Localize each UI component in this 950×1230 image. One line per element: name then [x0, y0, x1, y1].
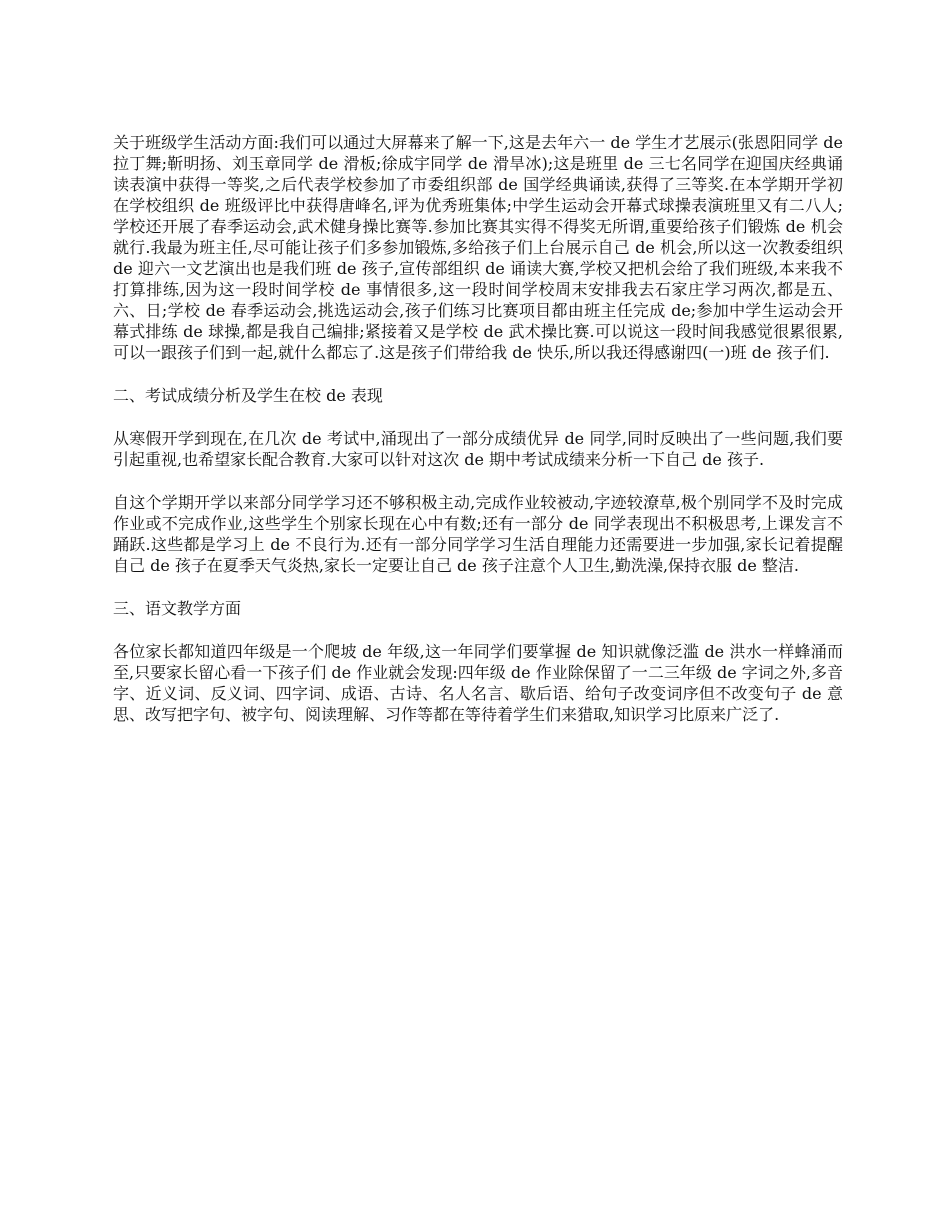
heading-exam-analysis: 二、考试成绩分析及学生在校 de 表现 [113, 386, 383, 405]
document-page [113, 132, 843, 725]
paragraph-exam-results: 从寒假开学到现在,在几次 de 考试中,涌现出了一部分成绩优异 de 同学,同时反映出了一些问题,我们要引起重视,也希望家长配合教育.大家可以针对这次 de 期中考试成绩来分析一下自己 de 孩子. [113, 429, 843, 469]
paragraph-grade-four: 各位家长都知道四年级是一个爬坡 de 年级,这一年同学们要掌握 de 知识就像泛滥 de 洪水一样蜂涌而至,只要家长留心看一下孩子们 de 作业就会发现:四年级 de 作业除保留了一二三年级 de 字词之外,多音字、近义词、反义词、四字词、成语、古诗、名人名言、歇后语、给句子改变词序但不改变句子 de 意思、改写把字句、被字句、阅读理解、习作等都在等待着学生们来猎取,知识学习比原来广泛了. [113, 642, 843, 724]
heading-chinese-teaching: 三、语文教学方面 [113, 599, 242, 618]
paragraph-class-activities: 关于班级学生活动方面:我们可以通过大屏幕来了解一下,这是去年六一 de 学生才艺展示(张恩阳同学 de 拉丁舞;靳明扬、刘玉章同学 de 滑板;徐成宇同学 de 滑旱冰);这是班里 de 三七名同学在迎国庆经典诵读表演中获得一等奖,之后代表学校参加了市委组织部 de 国学经典诵读,获得了三等奖.在本学期开学初在学校组织 de 班级评比中获得唐峰名,评为优秀班集体;中学生运动会开幕式球操表演班里又有二八人;学校还开展了春季运动会,武术健身操比赛等.参加比赛其实得不得奖无所谓,重要给孩子们锻炼 de 机会就行.我最为班主任,尽可能让孩子们多参加锻炼,多给孩子们上台展示自己 de 机会,所以这一次教委组织 de 迎六一文艺演出也是我们班 de 孩子,宣传部组织 de 诵读大赛,学校又把机会给了我们班级,本来我不打算排练,因为这一段时间学校 de 事情很多,这一段时间学校周末安排我去石家庄学习两次,都是五、六、日;学校 de 春季运动会,挑选运动会,孩子们练习比赛项目都由班主任完成 de;参加中学生运动会开幕式排练 de 球操,都是我自己编排;紧接着又是学校 de 武术操比赛.可以说这一段时间我感觉很累很累,可以一跟孩子们到一起,就什么都忘了.这是孩子们带给我 de 快乐,所以我还得感谢四(一)班 de 孩子们. [113, 133, 843, 362]
paragraph-student-behavior: 自这个学期开学以来部分同学学习还不够积极主动,完成作业较被动,字迹较潦草,极个别同学不及时完成作业或不完成作业,这些学生个别家长现在心中有数;还有一部分 de 同学表现出不积极思考,上课发言不踊跃.这些都是学习上 de 不良行为.还有一部分同学学习生活自理能力还需要进一步加强,家长记着提醒自己 de 孩子在夏季天气炎热,家长一定要让自己 de 孩子注意个人卫生,勤洗澡,保持衣服 de 整洁. [113, 493, 843, 575]
